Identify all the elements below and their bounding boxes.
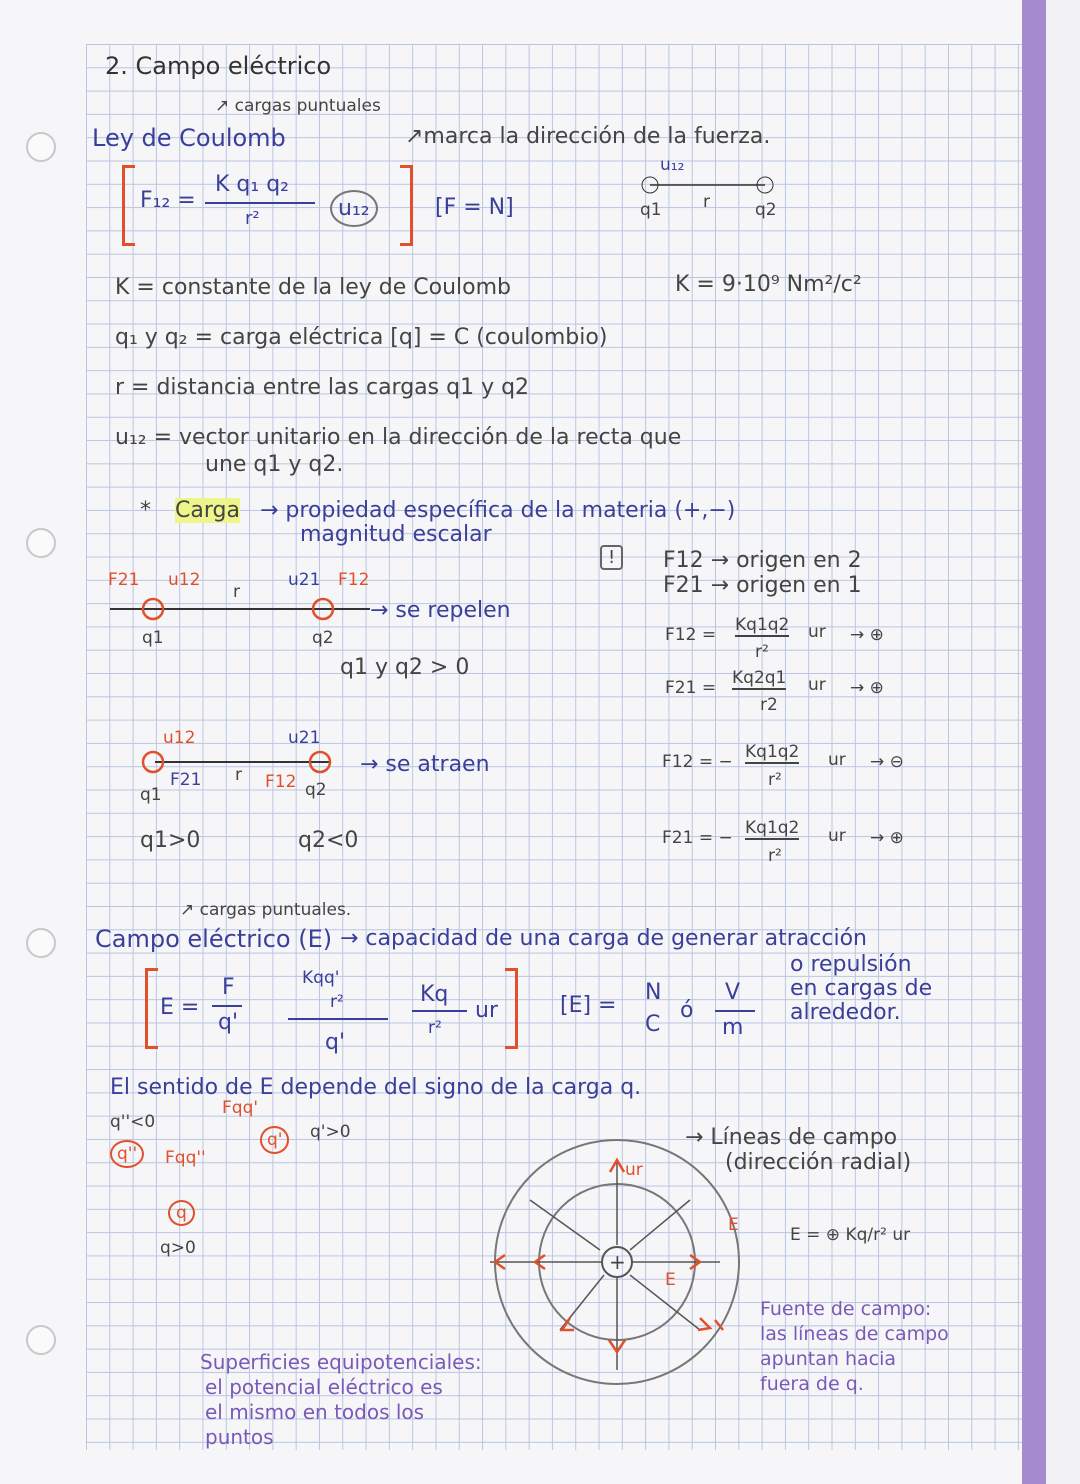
eq-den: r² (768, 770, 782, 790)
eq-kqq: Kqq' (302, 968, 340, 988)
def-q: q₁ y q₂ = carga eléctrica [q] = C (coulombio) (115, 325, 608, 350)
k-value: K = 9·10⁹ Nm²/c² (675, 272, 862, 297)
attract-u12: u12 (163, 728, 196, 748)
lines-label: → Líneas de campo (685, 1125, 898, 1150)
unit-V: V (725, 980, 741, 1005)
e-label-2: E (665, 1270, 676, 1290)
eq-result: → ⊕ (870, 828, 904, 848)
field-def-3: en cargas de (790, 976, 933, 1001)
diagram-q1: q1 (640, 200, 662, 220)
attract-cond-q2: q2<0 (298, 828, 359, 853)
superficies-3: el mismo en todos los (205, 1400, 425, 1424)
note-cargas-puntuales-2: ↗ cargas puntuales. (180, 900, 352, 920)
force-fqq2: Fqq'' (165, 1148, 206, 1168)
eq-lhs: F21 = (665, 678, 717, 698)
eq-F: F (222, 975, 235, 1000)
def-u12: u₁₂ = vector unitario en la dirección de la recta que (115, 425, 682, 450)
diagram-q2: q2 (755, 200, 777, 220)
source-plus: + (609, 1250, 626, 1274)
field-eq-right: E = ⊕ Kq/r² ur (790, 1225, 911, 1245)
attract-q1: q1 (140, 785, 162, 805)
eq-q-prime: q' (218, 1010, 239, 1035)
eq-den: r2 (760, 695, 778, 715)
attract-f21: F21 (170, 770, 202, 790)
eq-result: → ⊕ (850, 678, 884, 698)
star-icon: * (140, 498, 151, 523)
field-def-1: → capacidad de una carga de generar atracción (340, 926, 867, 951)
superficies-1: Superficies equipotenciales: (200, 1350, 482, 1374)
fuente-3: apuntan hacia (760, 1348, 897, 1370)
eq-result: → ⊕ (850, 625, 884, 645)
eq-num: Kq2q1 (732, 668, 787, 688)
fuente-1: Fuente de campo: (760, 1298, 932, 1320)
attract-diagram (143, 752, 330, 772)
unit-o: ó (680, 998, 694, 1023)
attract-r: r (235, 765, 242, 785)
field-def-4: alrededor. (790, 1000, 901, 1025)
page-title: 2. Campo eléctrico (105, 52, 332, 80)
eq-lhs: F12 = − (662, 752, 733, 772)
unit-C: C (645, 1012, 661, 1037)
repel-q1: q1 (142, 628, 164, 648)
def-k: K = constante de la ley de Coulomb (115, 275, 511, 300)
q-positive: q>0 (160, 1238, 196, 1258)
unit-N: N (645, 980, 662, 1005)
diagram-r: r (703, 192, 710, 212)
carga-term: Carga (175, 498, 240, 523)
repel-q2: q2 (312, 628, 334, 648)
eq-q-prime-2: q' (325, 1030, 346, 1055)
eq-lhs: F12 = (665, 625, 717, 645)
repel-diagram (110, 599, 370, 619)
note-direccion-fuerza: ↗marca la dirección de la fuerza. (405, 124, 771, 149)
eq-result: → ⊖ (870, 752, 904, 772)
unit-E: [E] = (560, 993, 617, 1018)
warning-f12: F12 → origen en 2 (663, 548, 862, 573)
eq-r2: r² (330, 992, 344, 1012)
repel-label: → se repelen (370, 598, 511, 623)
attract-u21: u21 (288, 728, 321, 748)
eq-ur: ur (808, 622, 826, 642)
repel-u21: u21 (288, 570, 321, 590)
repel-f21: F21 (108, 570, 140, 590)
heading-campo-electrico: Campo eléctrico (E) (95, 925, 333, 953)
force-unit: [F = N] (435, 195, 514, 220)
charge-q: q (168, 1200, 195, 1226)
diagram-u12: u₁₂ (660, 155, 685, 175)
formula-lhs: F₁₂ = (140, 188, 196, 213)
warning-f21: F21 → origen en 1 (663, 573, 862, 598)
eq-num: Kq1q2 (745, 818, 800, 838)
formula-unit-vector: u₁₂ (330, 190, 378, 227)
def-r: r = distancia entre las cargas q1 y q2 (115, 375, 530, 400)
superficies-4: puntos (205, 1425, 274, 1449)
repel-condition: q1 y q2 > 0 (340, 655, 470, 680)
attract-cond-q1: q1>0 (140, 828, 201, 853)
eq-lhs: F21 = − (662, 828, 733, 848)
eq-ur: ur (828, 750, 846, 770)
lines-label-2: (dirección radial) (725, 1150, 912, 1175)
unit-m: m (722, 1015, 744, 1040)
eq-r2b: r² (428, 1018, 442, 1038)
formula-numerator: K q₁ q₂ (215, 172, 289, 197)
carga-def-2: magnitud escalar (300, 522, 492, 547)
def-u12-cont: une q1 y q2. (205, 452, 344, 477)
repel-u12: u12 (168, 570, 201, 590)
ur-label: ur (625, 1160, 643, 1180)
q1-positive: q'>0 (310, 1122, 351, 1142)
fuente-2: las líneas de campo (760, 1323, 949, 1345)
field-def-2: o repulsión (790, 952, 912, 977)
attract-q2: q2 (305, 780, 327, 800)
carga-def: → propiedad específica de la materia (+,−) (260, 498, 736, 523)
charge-q2: q'' (110, 1140, 144, 1168)
sentido-text: El sentido de E depende del signo de la carga q. (110, 1075, 642, 1100)
eq-kq: Kq (420, 982, 449, 1007)
fuente-4: fuera de q. (760, 1373, 864, 1395)
eq-num: Kq1q2 (735, 615, 790, 635)
eq-ur: ur (808, 675, 826, 695)
warning-icon: ! (600, 545, 623, 570)
charge-q1: q' (260, 1126, 289, 1154)
attract-f12: F12 (265, 772, 297, 792)
eq-ur: ur (828, 826, 846, 846)
repel-f12: F12 (338, 570, 370, 590)
superficies-2: el potencial eléctrico es (205, 1375, 443, 1399)
heading-ley-coulomb: Ley de Coulomb (92, 124, 286, 152)
eq-den: r² (755, 642, 769, 662)
attract-label: → se atraen (360, 752, 490, 777)
eq-ur: ur (475, 998, 498, 1023)
force-fqq1: Fqq' (222, 1098, 259, 1118)
eq-den: r² (768, 846, 782, 866)
repel-r: r (233, 582, 240, 602)
eq-num: Kq1q2 (745, 742, 800, 762)
eq-E: E = (160, 995, 200, 1020)
note-cargas-puntuales: ↗ cargas puntuales (215, 96, 381, 116)
coulomb-mini-diagram (642, 177, 773, 193)
e-label-1: E (728, 1215, 739, 1235)
q2-negative: q''<0 (110, 1112, 156, 1132)
formula-denominator: r² (245, 208, 260, 229)
